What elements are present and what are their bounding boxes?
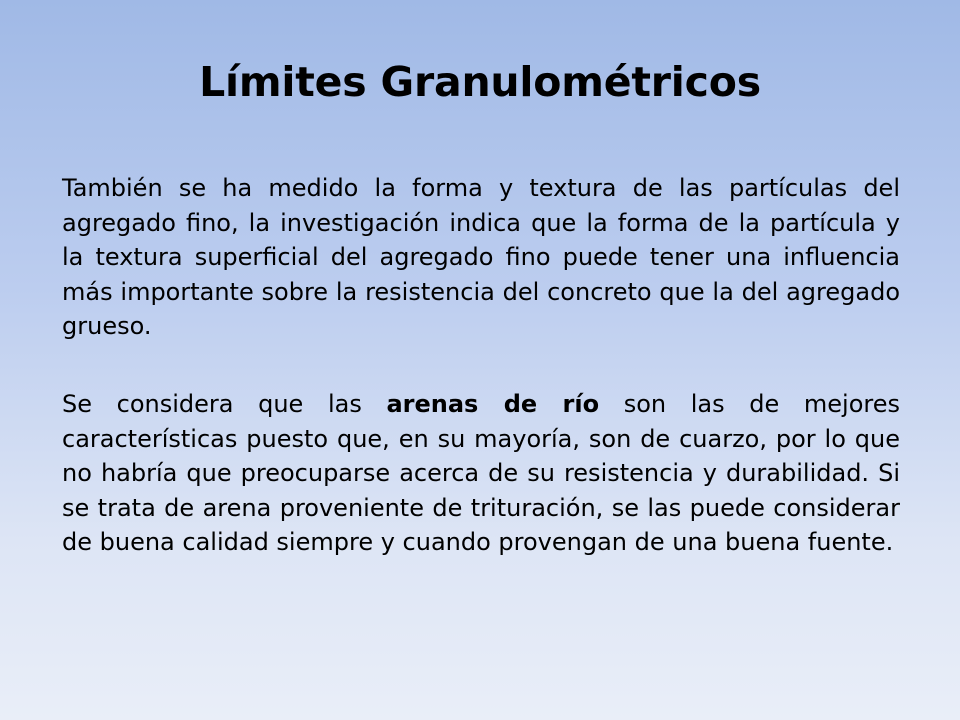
body-paragraph-2 — [62, 387, 900, 560]
paragraph-2-text-before: Se considera que las — [62, 390, 387, 418]
slide-title: Límites Granulométricos — [199, 58, 761, 106]
paragraph-2-text-after: son las de mejores características puesto que, en su mayoría, son de cuarzo, por lo que no habría que preocuparse acerca de su resistencia y durabilidad. Si se trata de arena proveniente de trituración, se las puede considerar de buena calidad siempre y cuando provengan de una buena fuente. — [62, 390, 900, 556]
paragraph-2-emphasis: arenas de río — [386, 390, 600, 418]
body-paragraph-1: También se ha medido la forma y textura de las partículas del agregado fino, la investigación indica que la forma de la partícula y la textura superficial del agregado fino puede tener una influencia más importante sobre la resistencia del concreto que la del agregado grueso. — [62, 174, 900, 340]
